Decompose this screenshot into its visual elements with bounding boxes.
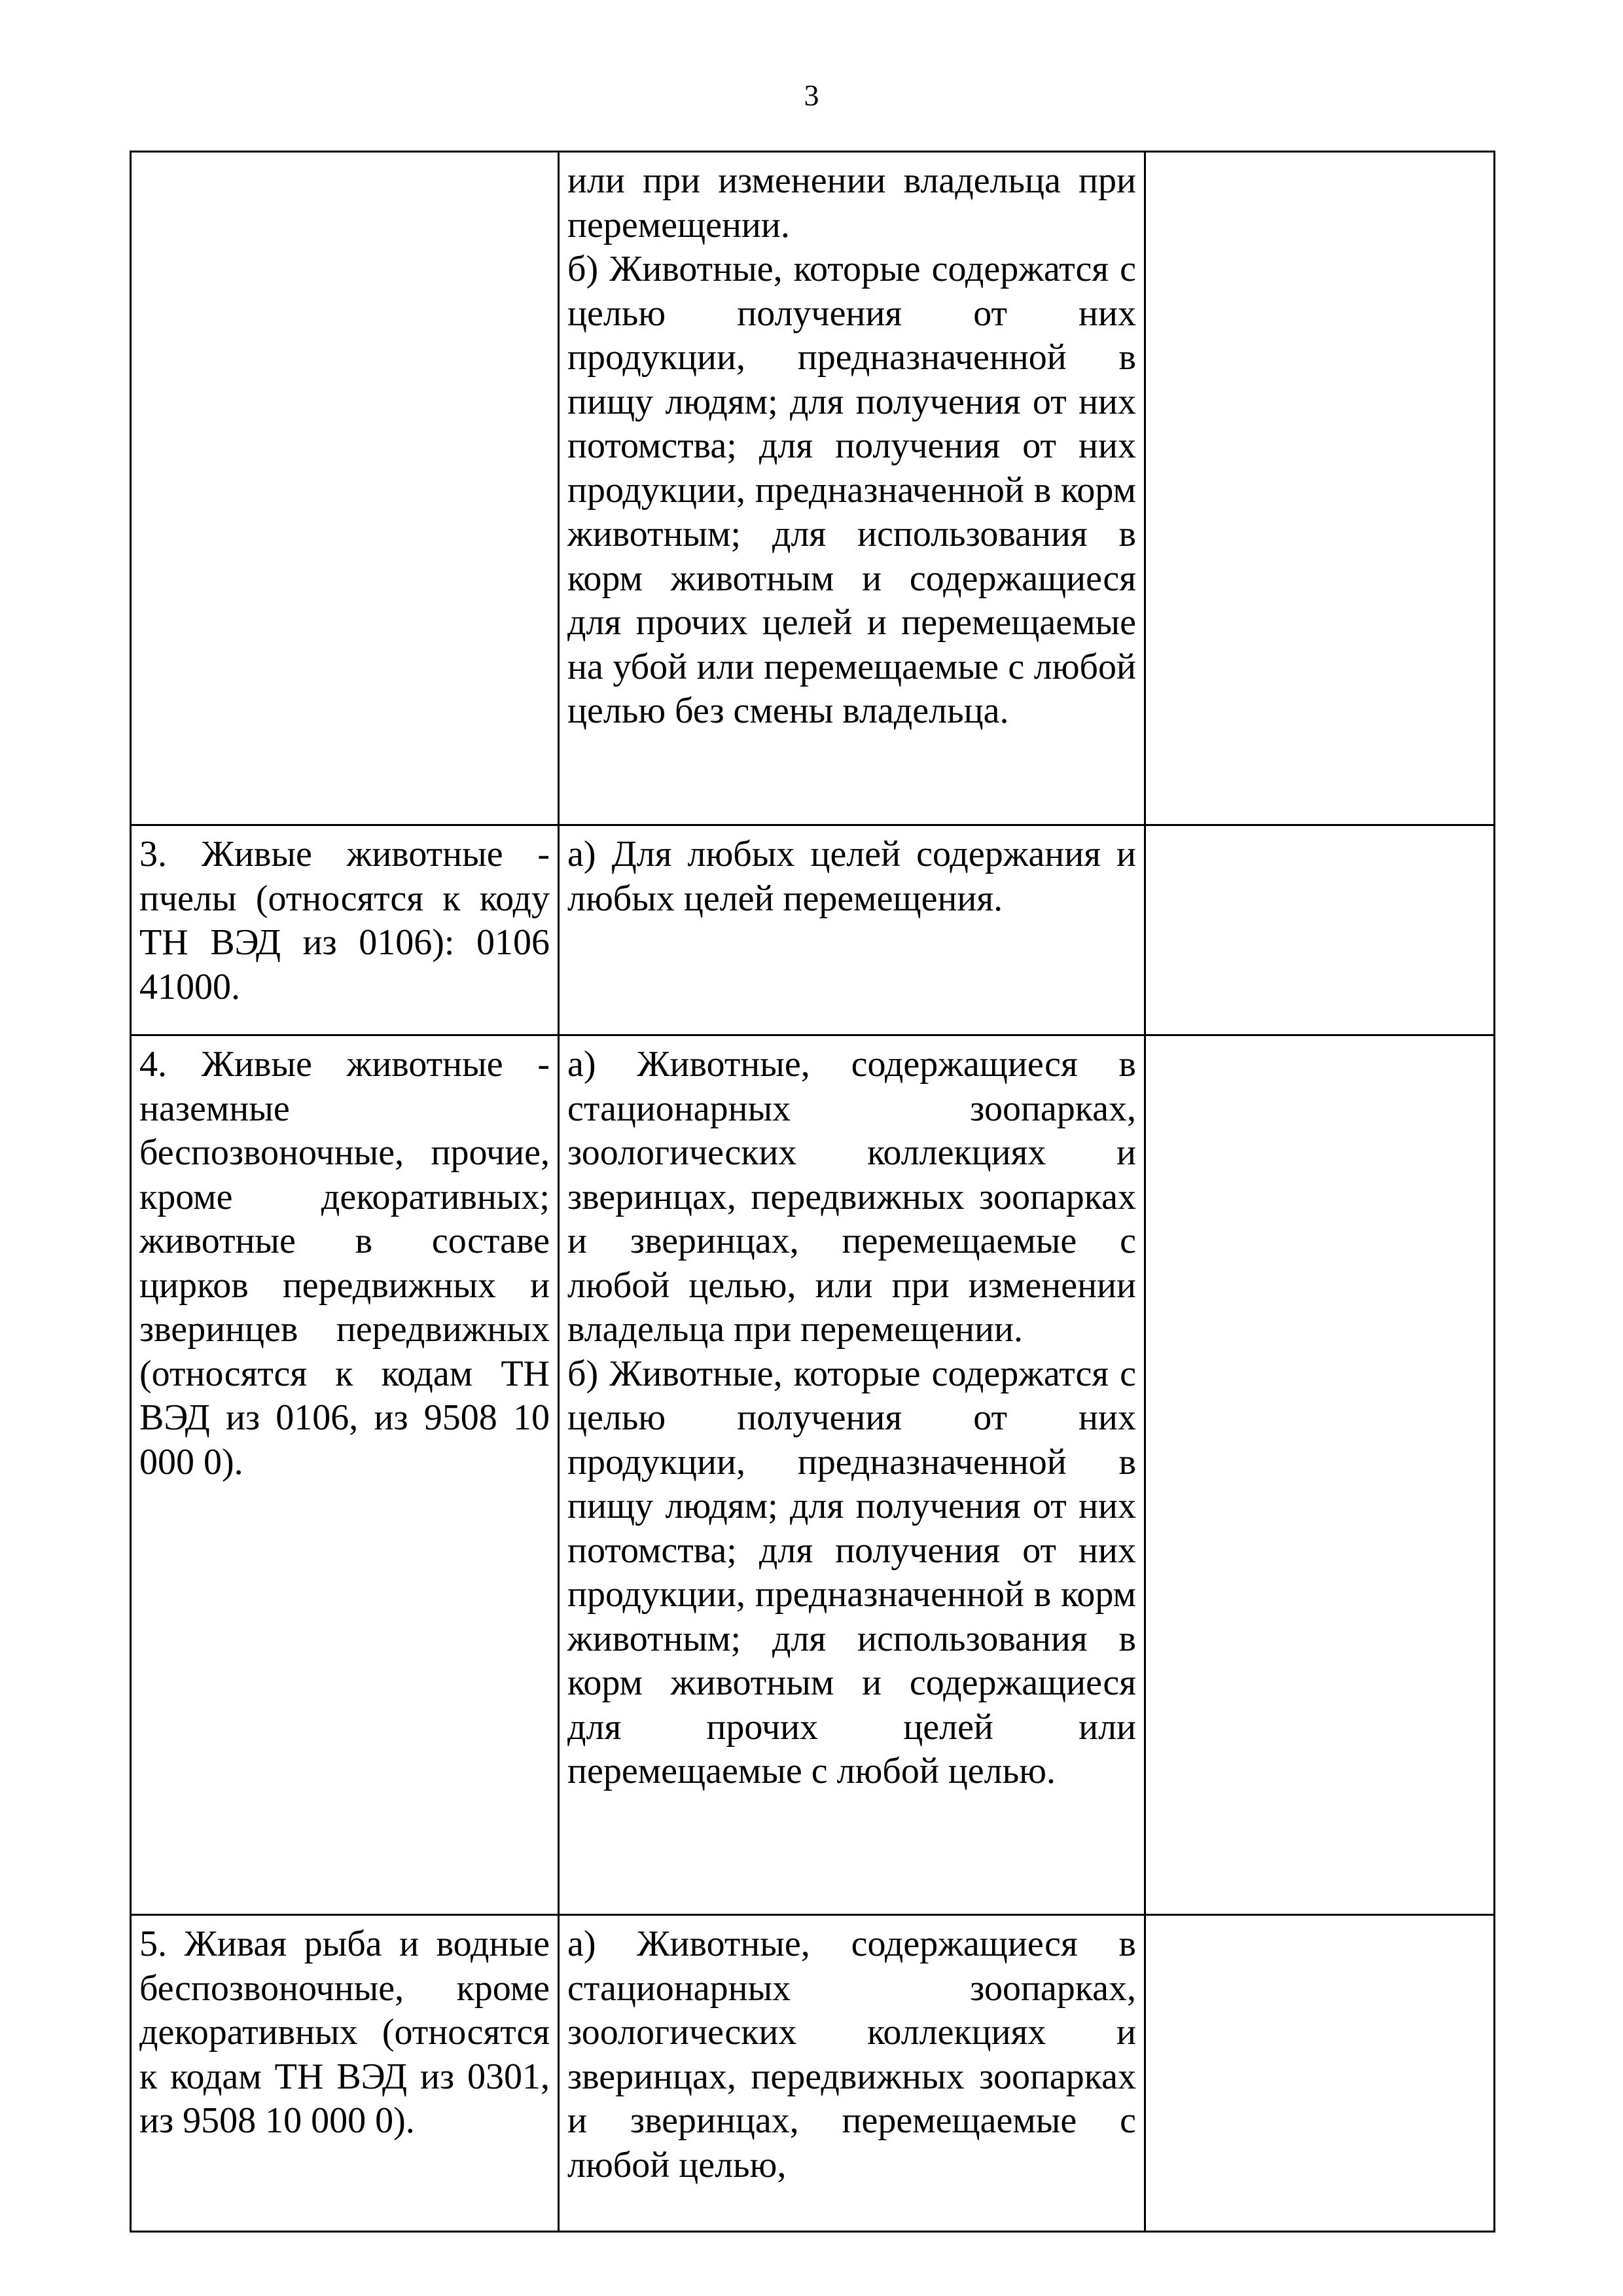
table-row: [131, 152, 1495, 825]
condition-paragraph: б) Животные, которые содержатся с целью получения от них продукции, предназначенной в пищу людям; для получения от них потомства; для получения от них продукции, предназначенной в корм животным; для использования в корм животным и содержащиеся для прочих целей или перемещаемые с любой целью.: [567, 1353, 1136, 1791]
extra-cell: [1145, 152, 1495, 825]
page-number: 3: [804, 79, 819, 112]
conditions-cell: [559, 152, 1145, 825]
table-row: [131, 825, 1495, 1035]
condition-paragraph: а) Животные, содержащиеся в стационарных зоопарках, зоологических коллекциях и зверинцах, передвижных зоопарках и зверинцах, перемещаемые с любой целью,: [567, 1924, 1136, 2185]
conditions-cell: [559, 1035, 1145, 1915]
requirements-table: [130, 151, 1495, 2233]
table-row: [131, 1915, 1495, 2232]
condition-paragraph: а) Для любых целей содержания и любых целей перемещения.: [567, 834, 1136, 919]
goods-text: 5. Живая рыба и водные беспозвоночные, кроме декоративных (относятся к кодам ТН ВЭД из 0301, из 9508 10 000 0).: [139, 1924, 550, 2141]
goods-cell: [131, 825, 559, 1035]
extra-cell: [1145, 1035, 1495, 1915]
condition-paragraph: или при изменении владельца при перемещении.: [567, 160, 1136, 245]
condition-paragraph: а) Животные, содержащиеся в стационарных зоопарках, зоологических коллекциях и зверинцах, передвижных зоопарках и зверинцах, перемещаемые с любой целью, или при изменении владельца при перемещении.: [567, 1044, 1136, 1350]
extra-cell: [1145, 825, 1495, 1035]
conditions-cell: [559, 825, 1145, 1035]
extra-cell: [1145, 1915, 1495, 2232]
goods-cell: [131, 152, 559, 825]
goods-text: 4. Живые животные - наземные беспозвоночные, прочие, кроме декоративных; животные в составе цирков передвижных и зверинцев передвижных (относятся к кодам ТН ВЭД из 0106, из 9508 10 000 0).: [139, 1044, 550, 1482]
goods-text: 3. Живые животные - пчелы (относятся к коду ТН ВЭД из 0106): 0106 41000.: [139, 834, 550, 1007]
goods-cell: [131, 1035, 559, 1915]
goods-cell: [131, 1915, 559, 2232]
condition-paragraph: б) Животные, которые содержатся с целью получения от них продукции, предназначенной в пищу людям; для получения от них потомства; для получения от них продукции, предназначенной в корм животным; для использования в корм животным и содержащиеся для прочих целей и перемещаемые на убой или перемещаемые с любой целью без смены владельца.: [567, 249, 1136, 731]
conditions-cell: [559, 1915, 1145, 2232]
table-row: [131, 1035, 1495, 1915]
